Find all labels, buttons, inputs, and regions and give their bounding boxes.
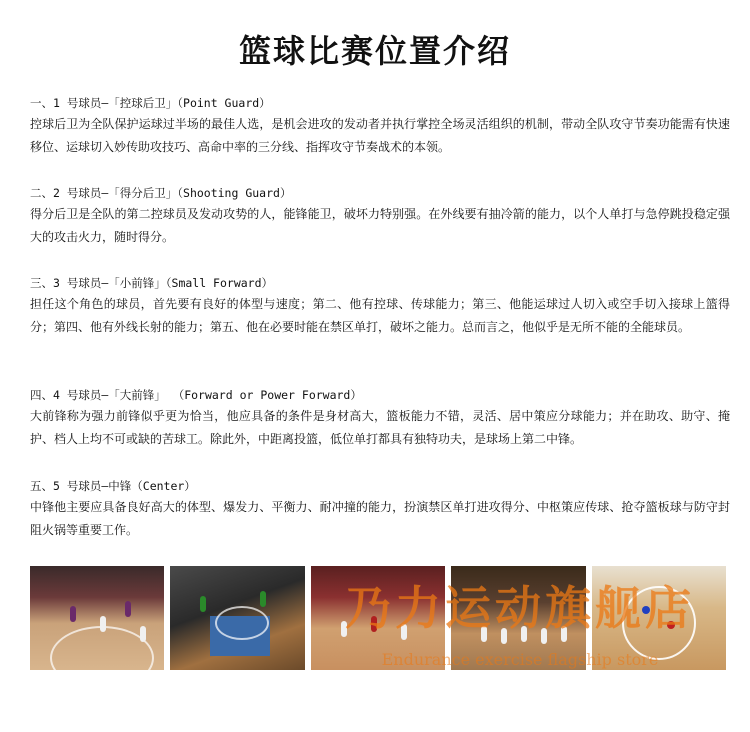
store-watermark-en: Endurance exercise flagship store xyxy=(381,650,659,669)
section-small-forward xyxy=(30,274,730,339)
section-text: 大前锋称为强力前锋似乎更为恰当，他应具备的条件是身材高大，篮板能力不错，灵活、居中策应分球能力；并在助攻、助守、掩护、档人上均不可或缺的苦球工。除此外，中距离投篮，低位单打都具有独特功夫，是球场上第二中锋。 xyxy=(30,409,730,446)
section-heading: 二、2 号球员—「得分后卫」（Shooting Guard） xyxy=(30,186,292,200)
section-shooting-guard xyxy=(30,184,730,249)
section-text: 控球后卫为全队保护运球过半场的最佳人选，是机会进攻的发动者并执行掌控全场灵活组织的机制，带动全队攻守节奏功能需有快速移位、运球切入妙传助攻技巧、高命中率的三分线、指挥攻守节奏战术的本领。 xyxy=(30,117,730,154)
game-photo-2 xyxy=(170,566,304,670)
section-heading: 四、4 号球员—「大前锋」 （Forward or Power Forward） xyxy=(30,388,362,402)
game-photo-1 xyxy=(30,566,164,670)
store-watermark: 乃力运动旗舰店 xyxy=(345,581,695,635)
section-center xyxy=(30,477,730,542)
section-heading: 一、1 号球员—「控球后卫」（Point Guard） xyxy=(30,96,271,110)
section-text: 担任这个角色的球员，首先要有良好的体型与速度；第二、他有控球、传球能力；第三、他能运球过人切入或空手切入接球上篮得分；第四、他有外线长射的能力；第五、他在必要时能在禁区单打，破坏之能力。总而言之，他似乎是无所不能的全能球员。 xyxy=(30,297,730,334)
section-text: 得分后卫是全队的第二控球员及发动攻势的人，能锋能卫，破坏力特别强。在外线要有抽冷箭的能力，以个人单打与急停跳投稳定强大的攻击火力，随时得分。 xyxy=(30,207,730,244)
section-heading: 三、3 号球员—「小前锋」（Small Forward） xyxy=(30,276,274,290)
section-point-guard xyxy=(30,94,730,159)
section-heading: 五、5 号球员—中锋（Center） xyxy=(30,479,196,493)
page-title: 篮球比赛位置介绍 xyxy=(238,32,511,70)
section-power-forward xyxy=(30,386,730,451)
section-text: 中锋他主要应具备良好高大的体型、爆发力、平衡力、耐冲撞的能力，扮演禁区单打进攻得分、中枢策应传球、抢夺篮板球与防守封阻火锅等重要工作。 xyxy=(30,500,730,537)
